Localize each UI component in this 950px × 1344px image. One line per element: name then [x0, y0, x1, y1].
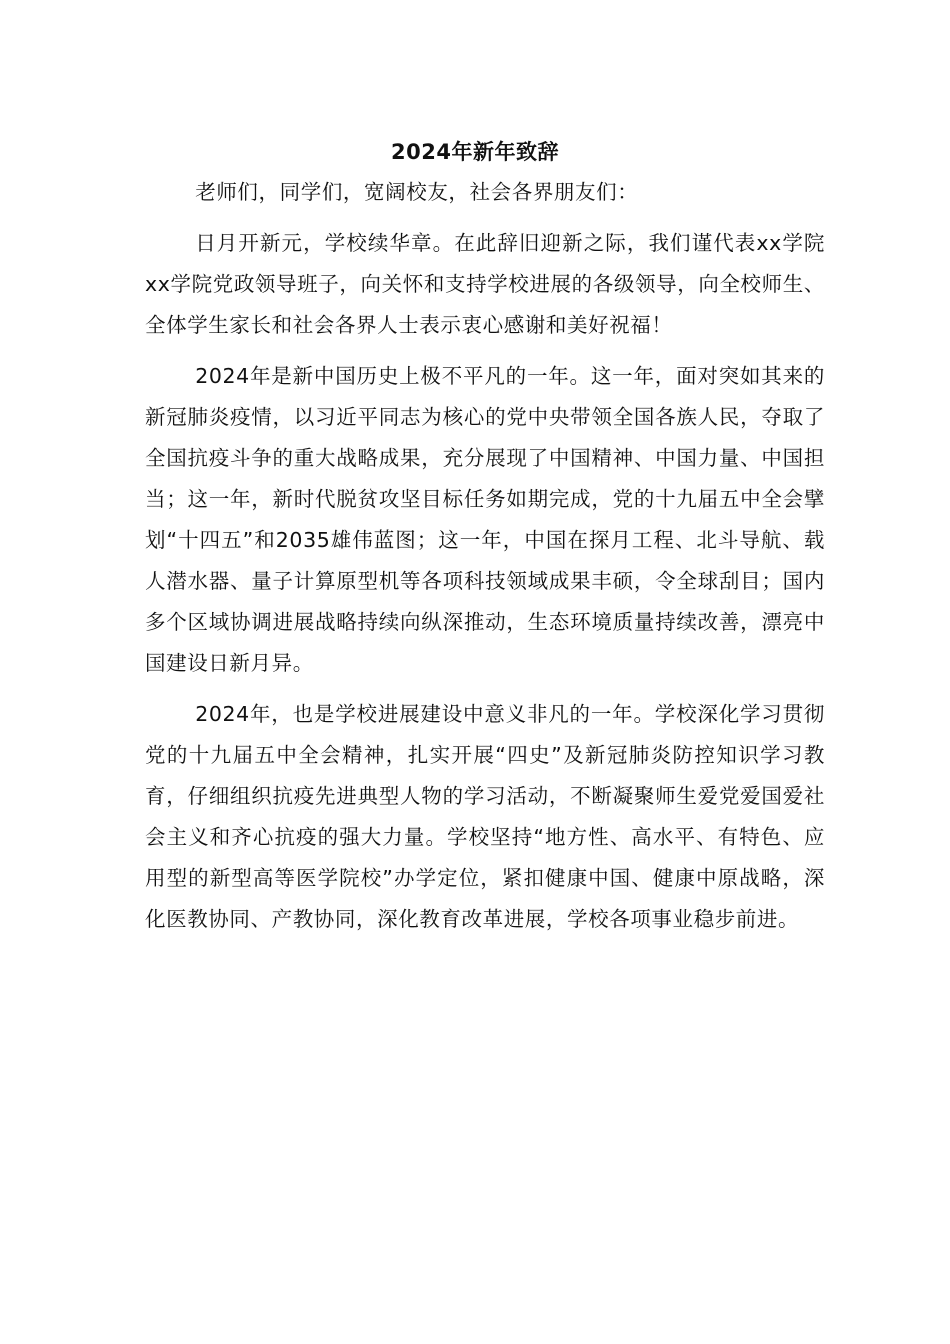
greeting-paragraph: 老师们，同学们，宽阔校友，社会各界朋友们： — [195, 180, 639, 204]
paragraph-2: 2024年是新中国历史上极不平凡的一年。这一年，面对突如其来的新冠肺炎疫情，以习近平同志为核心的党中央带领全国各族人民，夺取了全国抗疫斗争的重大战略成果，充分展现了中国精神、中国力量、中国担当；这一年，新时代脱贫攻坚目标任务如期完成，党的十九届五中全会擘划“十四五”和2035雄伟蓝图；这一年，中国在探月工程、北斗导航、载人潜水器、量子计算原型机等各项科技领域成果丰硕，令全球刮目；国内多个区域协调进展战略持续向纵深推动，生态环境质量持续改善，漂亮中国建设日新月异。 — [145, 364, 825, 675]
paragraph-1: 日月开新元，学校续华章。在此辞旧迎新之际，我们谨代表xx学院xx学院党政领导班子，向关怀和支持学校进展的各级领导，向全校师生、全体学生家长和社会各界人士表示衷心感谢和美好祝福！ — [145, 231, 825, 337]
paragraph-3: 2024年，也是学校进展建设中意义非凡的一年。学校深化学习贯彻党的十九届五中全会精神，扎实开展“四史”及新冠肺炎防控知识学习教育，仔细组织抗疫先进典型人物的学习活动，不断凝聚师生爱党爱国爱社会主义和齐心抗疫的强大力量。学校坚持“地方性、高水平、有特色、应用型的新型高等医学院校”办学定位，紧扣健康中国、健康中原战略，深化医教协同、产教协同，深化教育改革进展，学校各项事业稳步前进。 — [145, 702, 825, 931]
document-title: 2024年新年致辞 — [391, 140, 559, 164]
document-body — [145, 168, 825, 940]
